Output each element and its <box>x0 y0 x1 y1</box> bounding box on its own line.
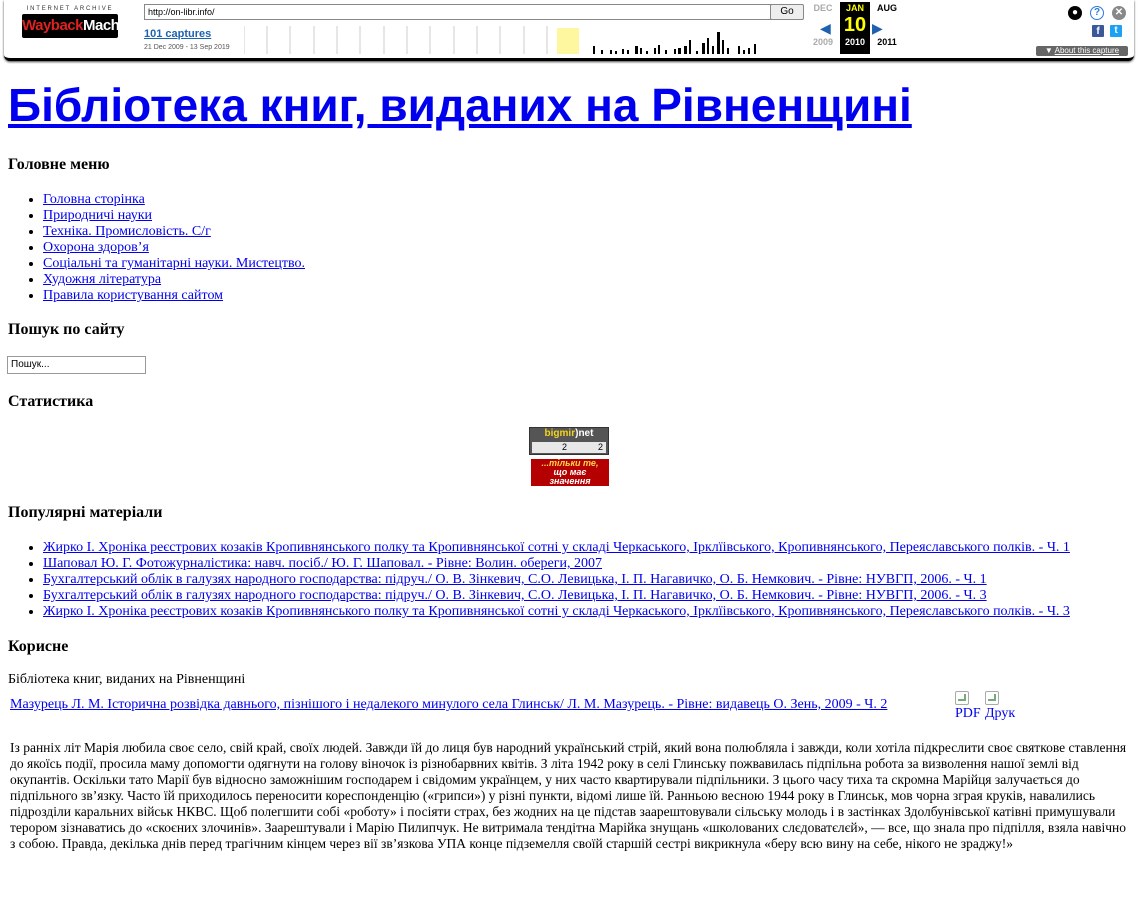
counter-values <box>532 442 606 453</box>
list-item <box>43 588 1070 604</box>
facebook-icon[interactable]: f <box>1092 25 1104 37</box>
banner-line: ...тільки те, <box>541 459 599 468</box>
next-year: 2011 <box>877 37 897 47</box>
sparkline-highlight <box>557 28 579 54</box>
calendar-next[interactable] <box>872 2 902 48</box>
popular-link[interactable]: Жирко І. Хроніка реєстрових козаків Кропивнянського полку та Кропивнянської сотні у складі Черкаського, Ірклїівського, Кропивнянського, Переяславського полків. - Ч. 1 <box>43 540 1070 555</box>
print-icon <box>985 691 999 705</box>
search-input[interactable]: Пошук... <box>7 356 146 374</box>
promo-banner[interactable] <box>531 459 609 486</box>
counter-value-b: 2 <box>597 442 603 452</box>
menu-link-technology[interactable]: Техніка. Промисловість. С/г <box>43 224 211 239</box>
captures-range: 21 Dec 2009 - 13 Sep 2019 <box>144 44 230 51</box>
menu-link-natural-sciences[interactable]: Природничі науки <box>43 208 153 223</box>
menu-link-fiction[interactable]: Художня література <box>43 272 162 287</box>
next-month: AUG <box>877 3 897 13</box>
captures-sparkline[interactable] <box>244 26 804 54</box>
close-icon[interactable]: ✕ <box>1112 6 1126 20</box>
print-button[interactable] <box>985 691 1015 722</box>
logo-top-text: INTERNET ARCHIVE <box>26 6 114 12</box>
current-month: JAN <box>845 3 864 13</box>
wayback-url-input[interactable]: http://on-libr.info/ <box>144 4 772 20</box>
current-year: 2010 <box>844 37 866 47</box>
useful-heading: Корисне <box>8 638 69 655</box>
list-item <box>43 572 1070 588</box>
bigmir-counter[interactable] <box>529 427 609 455</box>
popular-list <box>8 540 1070 620</box>
current-day: 10 <box>843 14 867 36</box>
next-capture-arrow-icon[interactable]: ▶ <box>872 20 883 36</box>
menu-item <box>43 208 305 224</box>
popular-link[interactable]: Бухгалтерський облік в галузях народного господарства: підруч./ О. В. Зінкевич, С.О. Левицька, І. П. Нагавичко, О. Б. Немкович. - Рівне: НУВГП, 2006. - Ч. 3 <box>43 588 987 603</box>
popular-link[interactable]: Бухгалтерський облік в галузях народного господарства: підруч./ О. В. Зінкевич, С.О. Левицька, І. П. Нагавичко, О. Б. Немкович. - Рівне: НУВГП, 2006. - Ч. 1 <box>43 572 987 587</box>
banner-line: що має <box>553 467 587 477</box>
main-menu-heading: Головне меню <box>8 156 110 173</box>
help-icon[interactable]: ? <box>1090 6 1104 20</box>
list-item <box>43 556 1070 572</box>
logo-main-text: WaybackMachine <box>22 14 118 38</box>
popular-link[interactable]: Жирко І. Хроніка реєстрових козаків Кропивнянського полку та Кропивнянської сотні у складі Черкаського, Ірклїівського, Кропивнянського, Переяславського полків. - Ч. 3 <box>43 604 1070 619</box>
about-capture-button[interactable]: ▼ About this capture <box>1036 46 1128 56</box>
pdf-button[interactable] <box>955 691 981 722</box>
print-label: Друк <box>985 706 1016 721</box>
menu-link-home[interactable]: Головна сторінка <box>43 192 145 207</box>
menu-item <box>43 240 305 256</box>
menu-link-rules[interactable]: Правила користування сайтом <box>43 288 224 303</box>
pdf-icon <box>955 691 969 705</box>
menu-item <box>43 256 305 272</box>
article-title-link[interactable]: Мазурець Л. М. Історична розвідка давнього, пізнішого і недалекого минулого села Глинськ/ Л. М. Мазурець. - Рівне: видавець О. Зень, 2009 - Ч. 2 <box>10 697 888 712</box>
prev-year: 2009 <box>812 37 834 47</box>
prev-capture-arrow-icon[interactable]: ◀ <box>820 20 831 36</box>
user-icon[interactable]: ● <box>1068 6 1082 20</box>
calendar-current <box>840 2 870 54</box>
menu-link-health[interactable]: Охорона здоров’я <box>43 240 149 255</box>
popular-heading: Популярні матеріали <box>8 504 163 521</box>
breadcrumb: Бібліотека книг, виданих на Рівненщині <box>8 672 246 687</box>
site-title <box>8 78 912 132</box>
next-day <box>872 14 902 36</box>
wayback-logo[interactable] <box>22 6 140 46</box>
list-item <box>43 604 1070 620</box>
wayback-toolbar <box>4 0 1134 61</box>
menu-item <box>43 288 305 304</box>
prev-month: DEC <box>813 3 833 13</box>
site-title-link[interactable]: Бібліотека книг, виданих на Рівненщині <box>8 79 912 131</box>
pdf-label: PDF <box>955 706 981 721</box>
menu-link-social-sciences[interactable]: Соціальні та гуманітарні науки. Мистецтво. <box>43 256 306 271</box>
main-menu <box>8 192 305 304</box>
twitter-icon[interactable]: t <box>1110 25 1122 37</box>
banner-line: значення <box>549 476 591 486</box>
menu-item <box>43 224 305 240</box>
list-item <box>43 540 1070 556</box>
search-heading: Пошук по сайту <box>8 321 125 338</box>
bigmir-logo: bigmir)net <box>544 428 594 439</box>
go-button[interactable]: Go <box>770 4 804 20</box>
captures-link[interactable]: 101 captures <box>144 28 212 40</box>
stats-heading: Статистика <box>8 393 94 410</box>
menu-item <box>43 192 305 208</box>
counter-value-a: 2 <box>562 442 568 452</box>
article-body: Із ранніх літ Марія любила своє село, свій край, своїх людей. Завжди їй до лиця був народний український стрій, який вона полюбляла і завжди, коли хотіла підкреслити своє святкове ставлення до якоїсь події, просила маму допомогти одягнути на голову віночок із різнобарвних квітів. З літа 1942 року в селі Глинську пожвавилась підпільна робота за визволення нашої землі від окупантів. Оскільки тато Марії був відносно заможнішим господарем і свідомим українцем, у них часто квартирували підпільники. З цього часу тиха та скромна Марійця залучається до підпільного зв’язку. Часто їй приходилось переносити кореспонденцію («грипси») у різні пункти, відомі лише їй. Ранньою весною 1944 року в Глинськ, мов чорна зграя круків, навалились підрозділи каральних військ НКВС. Щоб полегшити собі «роботу» і посіяти страх, без жодних на це підстав заарештовували сільську молодь і в застінках Здолбунівської катівні примушували терором зізнаватись до «скоєних злочинів». Заарештували і Марію Пилипчук. Не витримала тендітна Марійка знущань «школованих слєдоватєлєй», — все, що знала про підпілля, взяла навічно з собою. Правда, декілька днів перед трагічним кінцем через вії зв’язкова УПА конце підземелля своїй старшій сестрі викрикнула «беру всю вину на себе, нікого не зраджу!» <box>10 740 1127 851</box>
menu-item <box>43 272 305 288</box>
popular-link[interactable]: Шаповал Ю. Г. Фотожурналістика: навч. посіб./ Ю. Г. Шаповал. - Рівне: Волин. обереги, 2007 <box>43 556 603 571</box>
